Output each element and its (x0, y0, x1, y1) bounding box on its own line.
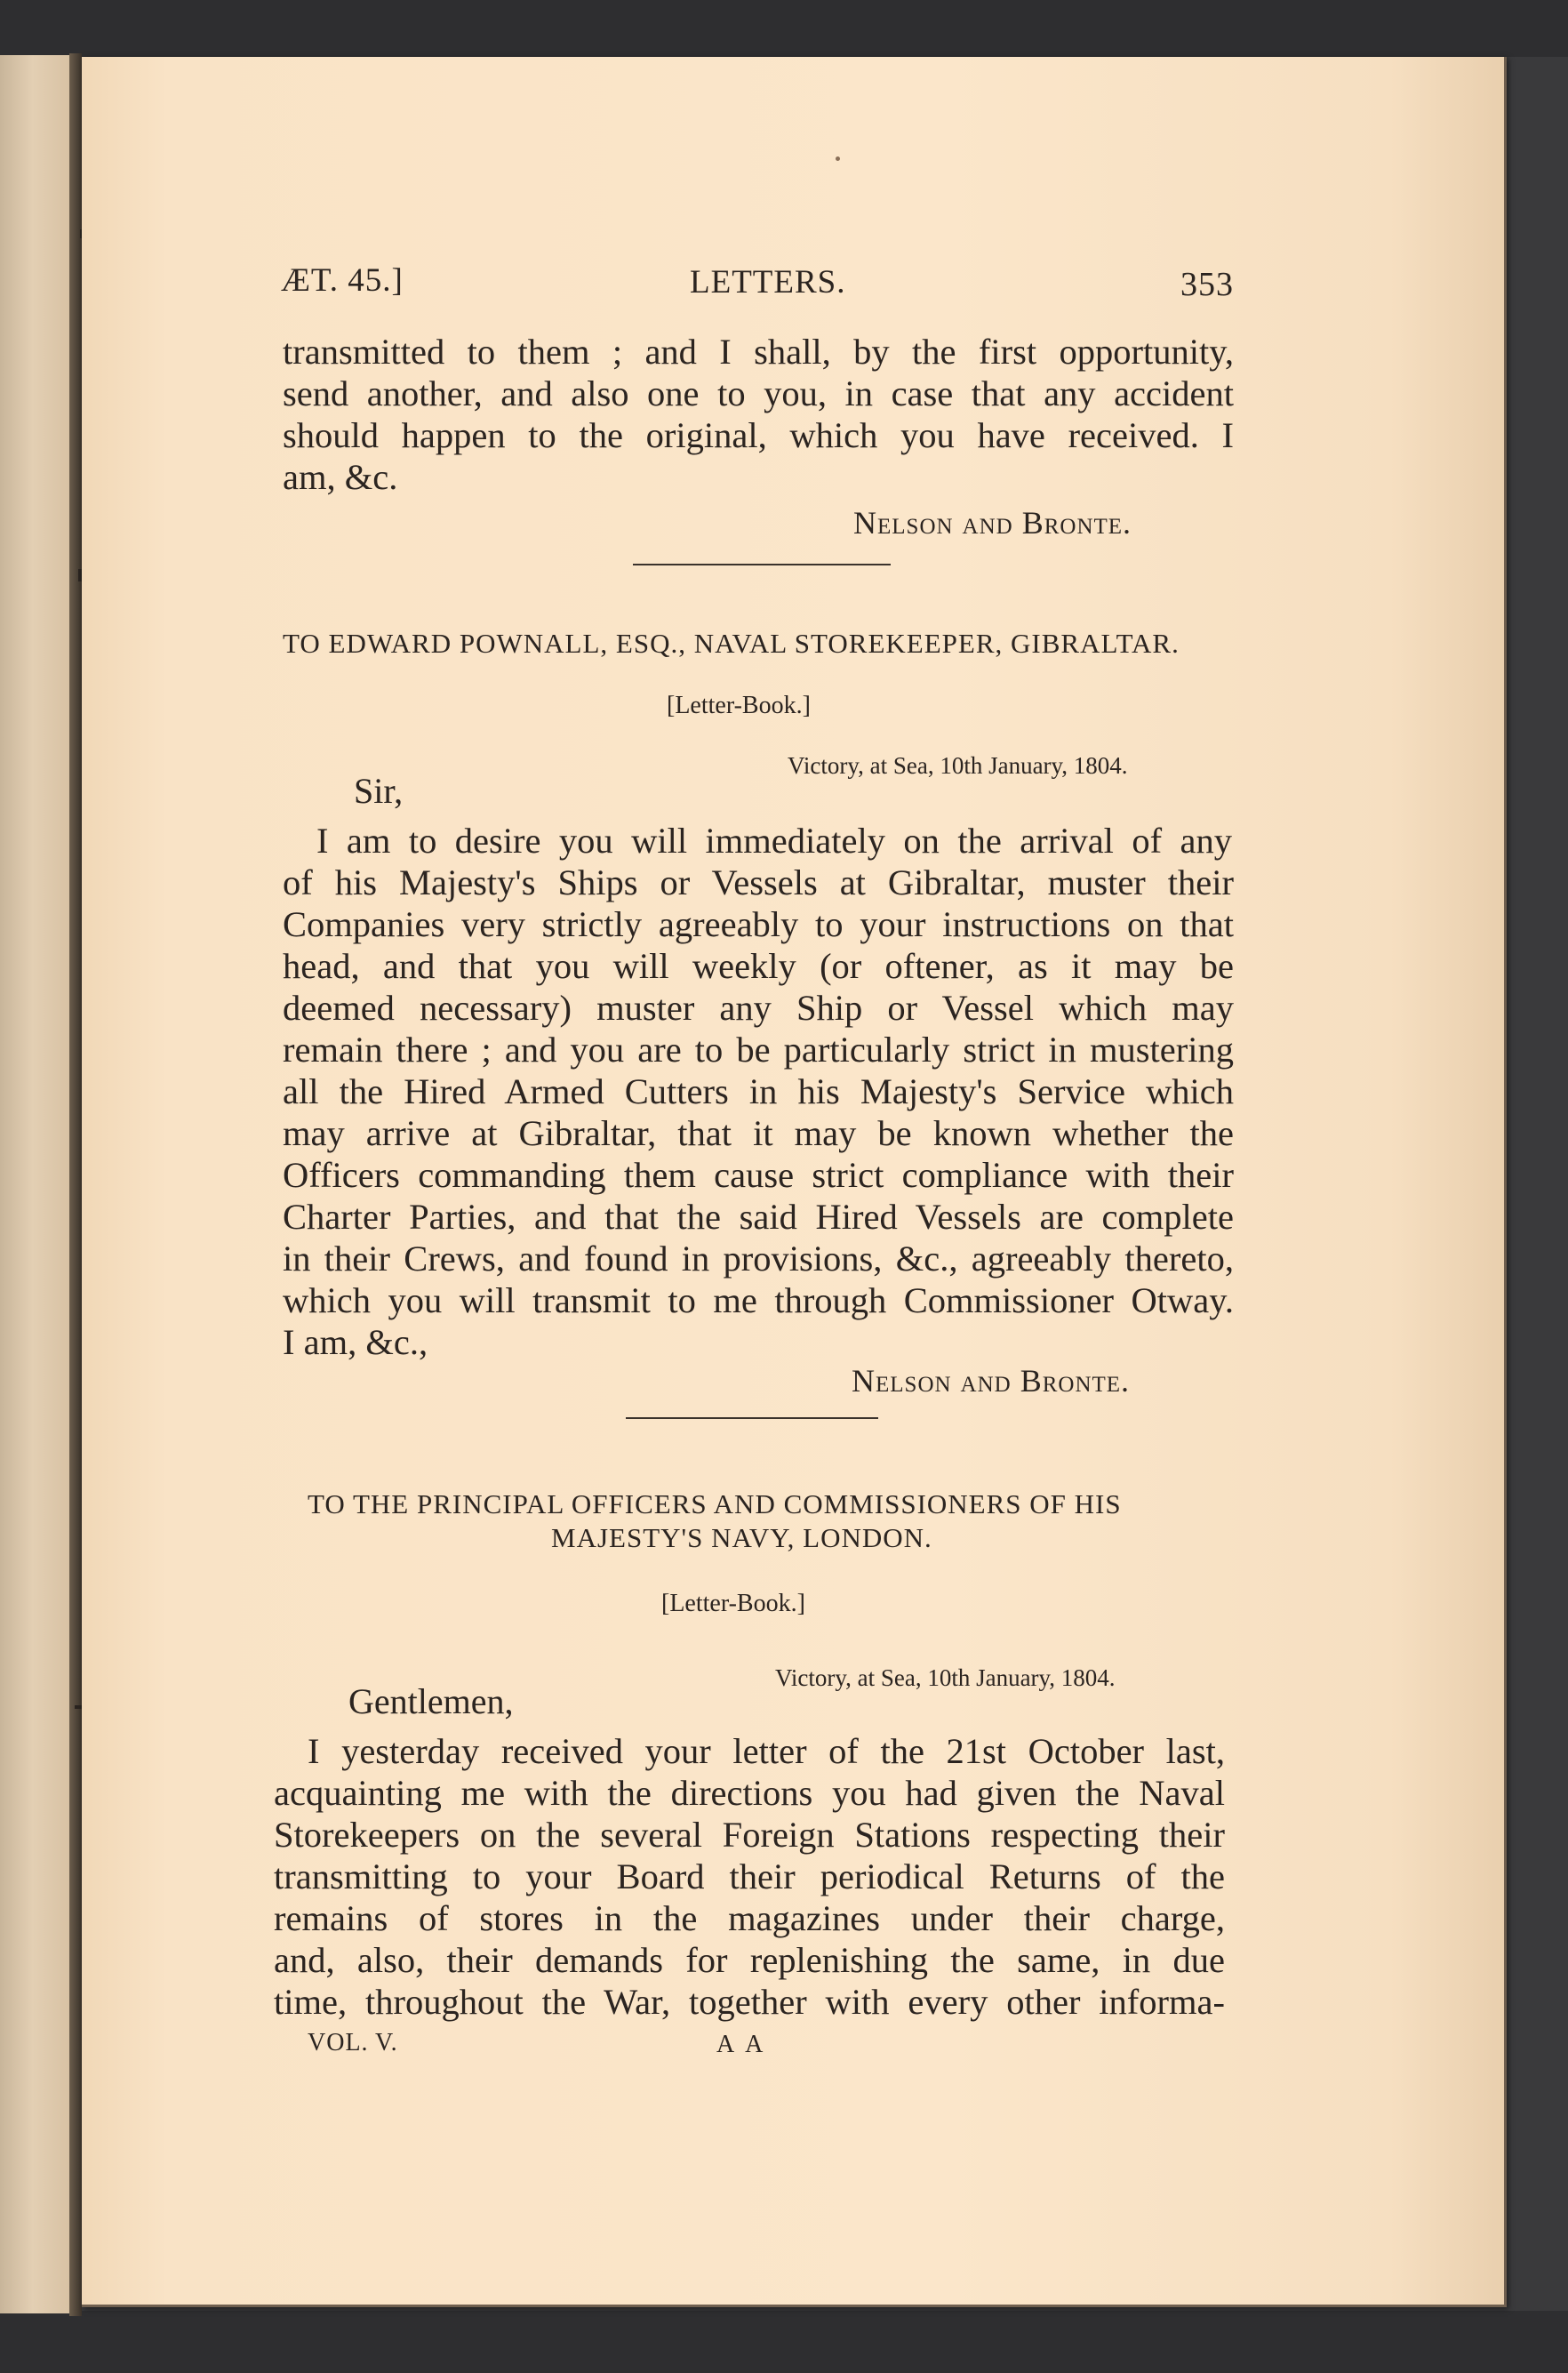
text-line: Companies very strictly agreeably to your instructions on that (283, 904, 1234, 944)
text-line: I am, &c., (283, 1322, 428, 1362)
text-line: I yesterday received your letter of the 21st October last, (308, 1731, 1225, 1771)
letter-address: TO THE PRINCIPAL OFFICERS AND COMMISSIONERS OF HIS (308, 1488, 1122, 1519)
running-head-left: ÆT. 45.] (281, 262, 404, 299)
letter-salutation: Sir, (354, 771, 404, 811)
text-line: transmitted to them ; and I shall, by the first opportunity, (283, 332, 1234, 372)
text-line: send another, and also one to you, in case that any accident (283, 373, 1234, 413)
text-line: should happen to the original, which you have received. I (283, 415, 1234, 455)
volume-mark: VOL. V. (308, 2029, 398, 2056)
text-line: remains of stores in the magazines under their charge, (274, 1898, 1225, 1938)
text-line: deemed necessary) muster any Ship or Vessel which may (283, 988, 1234, 1028)
text-line: transmitting to your Board their periodical Returns of the (274, 1856, 1225, 1896)
text-line: remain there ; and you are to be particularly strict in mustering (283, 1030, 1234, 1070)
letter-salutation: Gentlemen, (348, 1681, 514, 1721)
book-gutter (69, 53, 82, 2316)
text-line: may arrive at Gibraltar, that it may be known whether the (283, 1113, 1234, 1153)
page-number: 353 (1180, 266, 1234, 303)
text-line: Storekeepers on the several Foreign Stations respecting their (274, 1815, 1225, 1855)
text-line: in their Crews, and found in provisions, &c., agreeably thereto, (283, 1239, 1234, 1279)
signature-mark: A A (716, 2031, 767, 2058)
text-line: I am to desire you will immediately on the arrival of any (316, 821, 1232, 861)
section-rule (633, 564, 891, 565)
scanner-background-top (0, 0, 1568, 57)
text-line: Officers commanding them cause strict compliance with their (283, 1155, 1234, 1195)
letter-dateline: Victory, at Sea, 10th January, 1804. (775, 1664, 1116, 1691)
text-line: of his Majesty's Ships or Vessels at Gibraltar, muster their (283, 862, 1234, 902)
signature: Nelson and Bronte. (853, 505, 1132, 541)
letter-address: TO EDWARD POWNALL, ESQ., NAVAL STOREKEEPER, GIBRALTAR. (283, 628, 1180, 659)
running-head-title: LETTERS. (690, 264, 846, 301)
text-line: Charter Parties, and that the said Hired Vessels are complete (283, 1197, 1234, 1237)
letter-address: MAJESTY'S NAVY, LONDON. (551, 1522, 932, 1553)
text-line: time, throughout the War, together with every other informa- (274, 1982, 1225, 2022)
letter-dateline: Victory, at Sea, 10th January, 1804. (788, 752, 1128, 779)
text-line: am, &c. (283, 457, 398, 497)
text-line: head, and that you will weekly (or oftener, as it may be (283, 946, 1234, 986)
text-line: all the Hired Armed Cutters in his Majesty's Service which (283, 1071, 1234, 1111)
text-line: acquainting me with the directions you had given the Naval (274, 1773, 1225, 1813)
signature: Nelson and Bronte. (852, 1363, 1131, 1399)
section-rule (626, 1417, 878, 1419)
scanner-background-bottom (0, 2311, 1568, 2373)
text-line: which you will transmit to me through Commissioner Otway. (283, 1280, 1234, 1320)
text-line: and, also, their demands for replenishing the same, in due (274, 1940, 1225, 1980)
letter-source: [Letter-Book.] (667, 692, 811, 719)
paper-speck (836, 156, 840, 161)
letter-source: [Letter-Book.] (661, 1590, 805, 1617)
